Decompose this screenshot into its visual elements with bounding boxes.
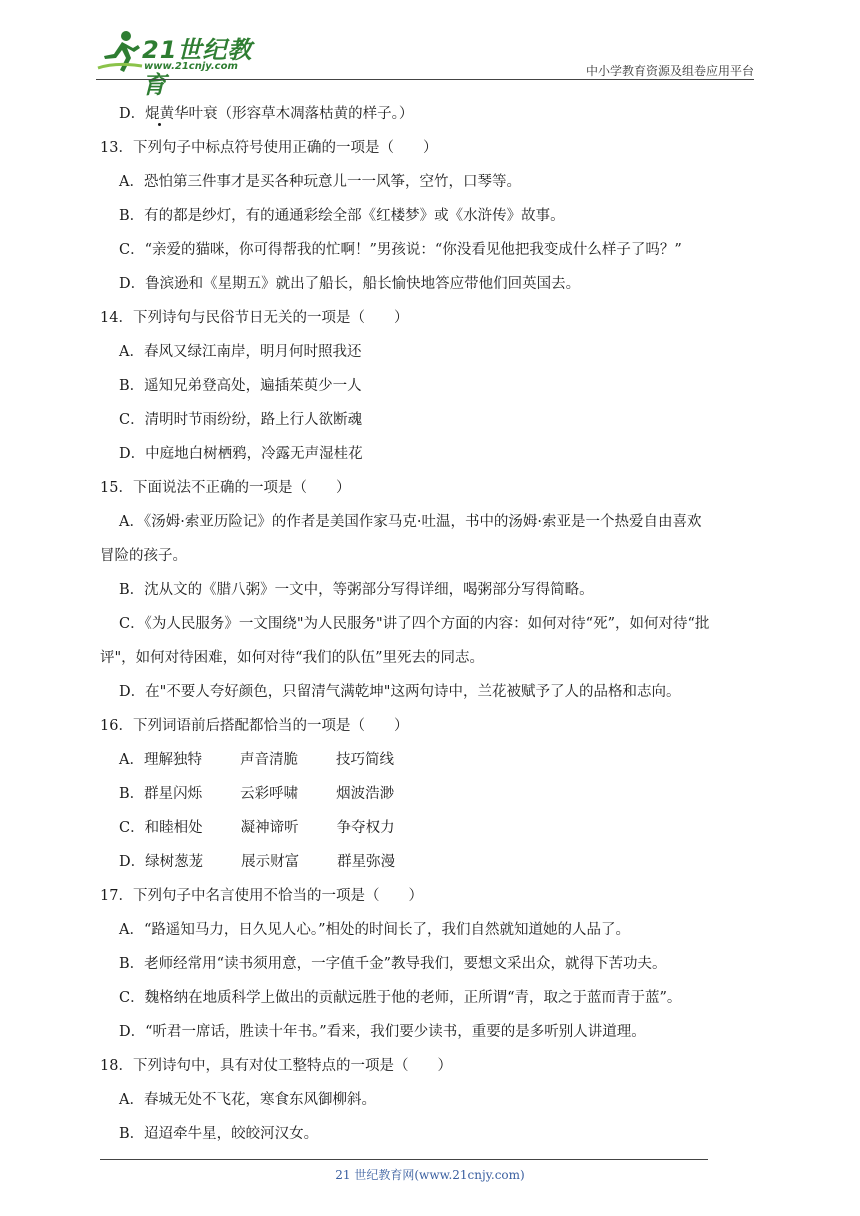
q16-stem: 16．下列词语前后搭配都恰当的一项是（ ） xyxy=(100,718,409,734)
option-label: D． xyxy=(119,854,146,870)
platform-name: 中小学教育资源及组卷应用平台 xyxy=(585,64,754,78)
word-1: 和睦相处 xyxy=(144,820,203,836)
page-footer: 21 世纪教育网(www.21cnjy.com) xyxy=(335,1168,525,1182)
word-1: 理解独特 xyxy=(143,752,202,768)
q12-option-d xyxy=(119,104,413,124)
option-text: 华叶衰（形容草木凋落枯黄的样子。） xyxy=(174,106,414,122)
q18-option-a: A．春城无处不飞花，寒食东风御柳斜。 xyxy=(119,1092,376,1108)
word-3: 技巧简线 xyxy=(335,752,394,768)
logo-url: www.21cnjy.com xyxy=(144,61,238,72)
q14-option-a: A．春风又绿江南岸，明月何时照我还 xyxy=(119,344,362,360)
q18-stem: 18．下列诗句中，具有对仗工整特点的一项是（ ） xyxy=(100,1058,452,1074)
dotted-word: 焜黄 xyxy=(145,106,175,122)
q14-option-d: D．中庭地白树栖鸦，冷露无声湿桂花 xyxy=(119,446,363,462)
word-1: 群星闪烁 xyxy=(144,786,203,802)
q14-stem: 14．下列诗句与民俗节日无关的一项是（ ） xyxy=(100,310,409,326)
header-divider xyxy=(96,79,754,80)
runner-logo-icon xyxy=(96,28,146,76)
q17-option-b: B．老师经常用“读书须用意，一字值千金”教导我们，要想文采出众，就得下苦功夫。 xyxy=(119,956,667,972)
q17-option-c: C．魏格纳在地质科学上做出的贡献远胜于他的老师，正所谓“青，取之于蓝而青于蓝”。 xyxy=(119,990,682,1006)
option-label: C． xyxy=(119,820,145,836)
word-3: 烟波浩渺 xyxy=(336,786,395,802)
word-2: 云彩呼啸 xyxy=(240,786,299,802)
site-logo xyxy=(96,28,266,99)
q16-option-a xyxy=(119,750,394,770)
q17-option-a: A．“路遥知马力，日久见人心。”相处的时间长了，我们自然就知道她的人品了。 xyxy=(119,922,631,938)
q16-option-b xyxy=(119,784,394,804)
q13-stem: 13．下列句子中标点符号使用正确的一项是（ ） xyxy=(100,140,438,156)
option-label: A． xyxy=(119,752,144,768)
q13-option-a: A．恐怕第三件事才是买各种玩意儿一一风筝，空竹，口琴等。 xyxy=(119,174,521,190)
word-3: 争夺权力 xyxy=(336,820,395,836)
q18-option-b: B．迢迢牵牛星，皎皎河汉女。 xyxy=(119,1126,319,1142)
footer-divider xyxy=(100,1159,708,1160)
q13-option-b: B．有的都是纱灯，有的通通彩绘全部《红楼梦》或《水浒传》故事。 xyxy=(119,208,565,224)
q17-option-d: D．“听君一席话，胜读十年书。”看来，我们要少读书，重要的是多听别人讲道理。 xyxy=(119,1024,646,1040)
q13-option-c: C．“亲爱的猫咪，你可得帮我的忙啊！”男孩说：“你没看见他把我变成什么样子了吗？” xyxy=(119,242,682,258)
word-1: 绿树葱茏 xyxy=(145,854,204,870)
q15-option-b: B．沈从文的《腊八粥》一文中，等粥部分写得详细，喝粥部分写得简略。 xyxy=(119,582,594,598)
q16-option-d xyxy=(119,852,395,872)
q15-stem: 15．下面说法不正确的一项是（ ） xyxy=(100,480,351,496)
option-label: D． xyxy=(119,106,146,122)
q15-option-d: D．在"不要人夸好颜色，只留清气满乾坤"这两句诗中，兰花被赋予了人的品格和志向。 xyxy=(119,684,681,700)
q13-option-d: D．鲁滨逊和《星期五》就出了船长，船长愉快地答应带他们回英国去。 xyxy=(119,276,581,292)
page-header xyxy=(0,0,860,99)
option-label: B． xyxy=(119,786,145,802)
q17-stem: 17．下列句子中名言使用不恰当的一项是（ ） xyxy=(100,888,423,904)
q15-option-c-line1: C．《为人民服务》一文围绕"为人民服务"讲了四个方面的内容：如何对待“死”，如何对待“批 xyxy=(119,616,710,632)
word-2: 展示财富 xyxy=(241,854,300,870)
q16-option-c xyxy=(119,818,395,838)
q15-option-a-line1: A．《汤姆·索亚历险记》的作者是美国作家马克·吐温，书中的汤姆·索亚是一个热爱自由喜欢 xyxy=(119,514,702,530)
q15-option-a-line2: 冒险的孩子。 xyxy=(100,548,187,564)
logo-text: 21世纪教育 xyxy=(142,36,253,99)
q14-option-b: B．遥知兄弟登高处，遍插茱萸少一人 xyxy=(119,378,362,394)
q15-option-c-line2: 评"，如何对待困难，如何对待“我们的队伍”里死去的同志。 xyxy=(100,650,484,666)
word-2: 声音清脆 xyxy=(239,752,298,768)
q14-option-c: C．清明时节雨纷纷，路上行人欲断魂 xyxy=(119,412,363,428)
word-3: 群星弥漫 xyxy=(337,854,396,870)
word-2: 凝神谛听 xyxy=(240,820,299,836)
